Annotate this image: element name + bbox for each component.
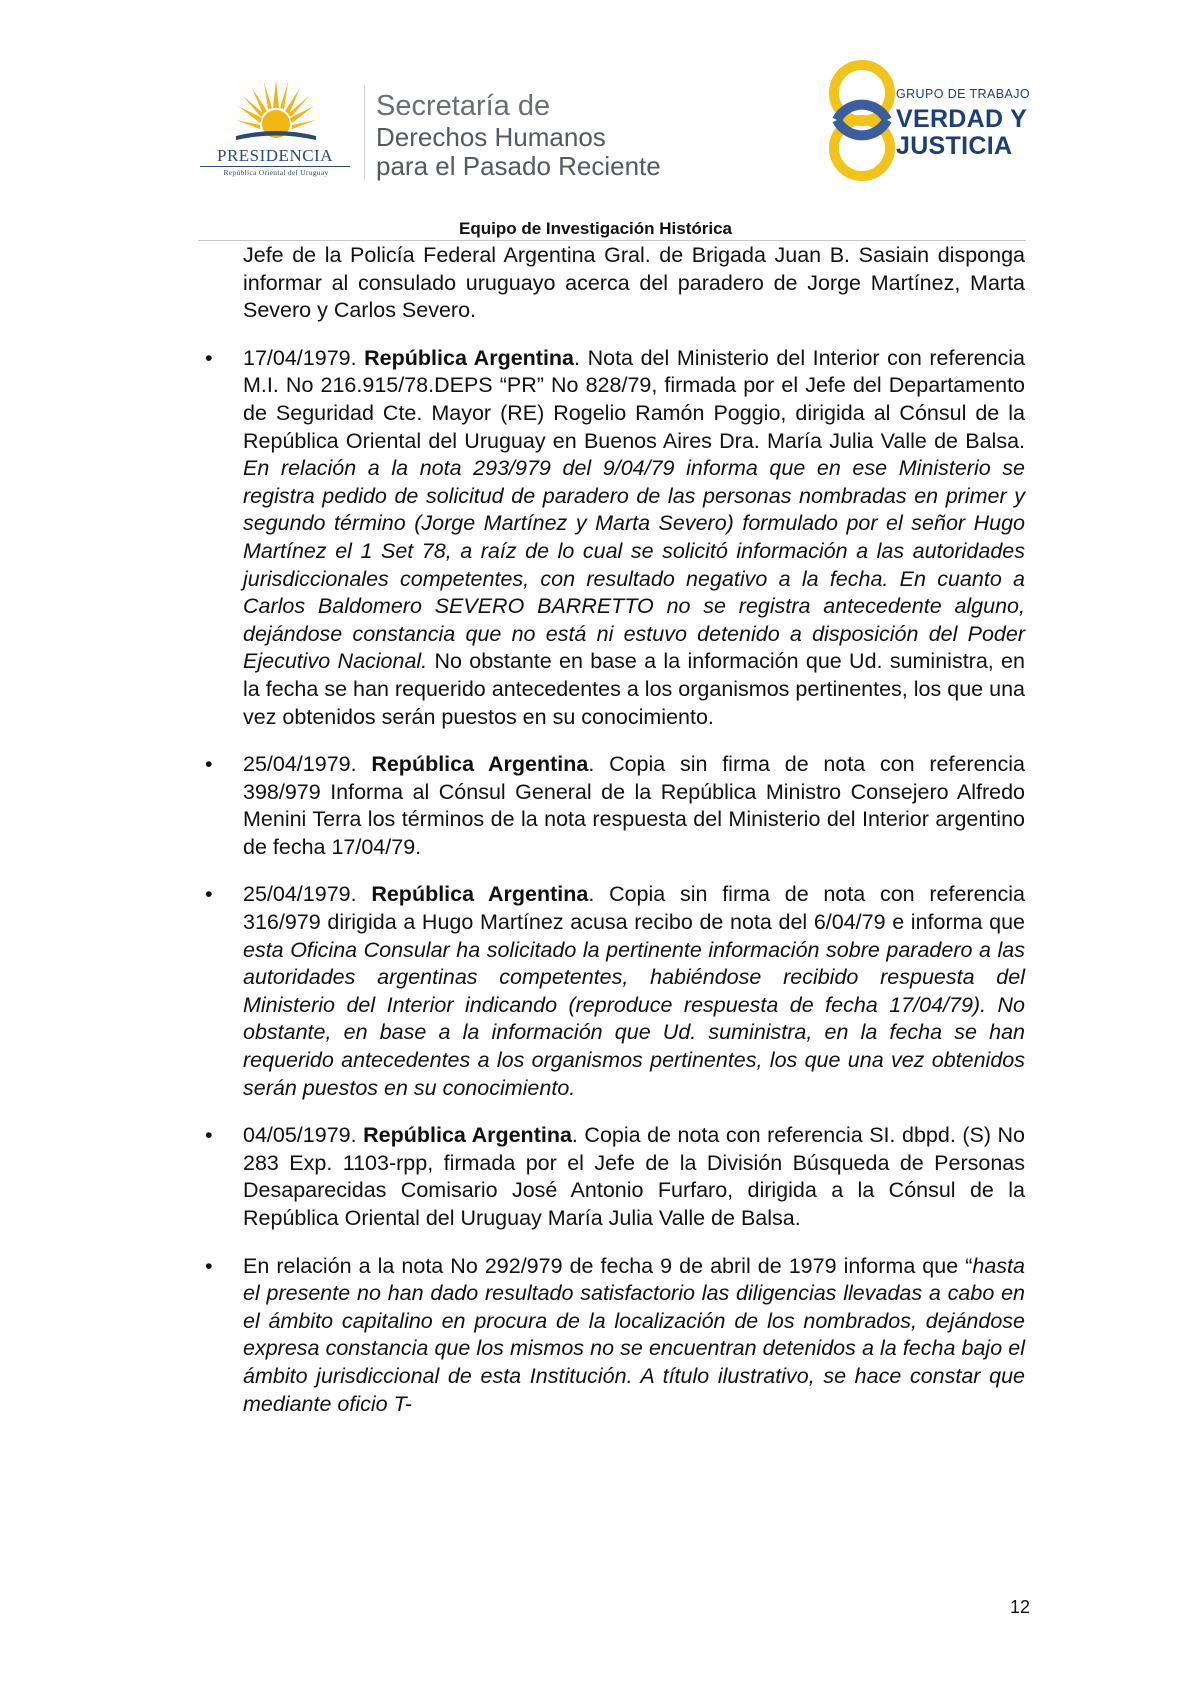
list-item-1 [205,345,1025,731]
presidencia-logo [196,78,356,183]
page-number: 12 [1009,1597,1030,1617]
date: 17/04/1979. [243,345,365,370]
intro-paragraph: Jefe de la Policía Federal Argentina Gral. de Brigada Juan B. Sasiain disponga informar al consulado uruguayo acerca del paradero de Jorge Martínez, Marta Severo y Carlos Severo. [243,243,1025,323]
country: República Argentina [371,882,589,907]
country: República Argentina [364,345,575,370]
date: 04/05/1979. [243,1123,364,1148]
grupo-label: GRUPO DE TRABAJO [896,87,1030,101]
item-text: . Copia sin firma de nota con referencia 316/979 dirigida a Hugo Martínez acusa recibo de nota del 6/04/79 e informa que [243,882,1025,935]
secretaria-logo-text [376,90,661,182]
justicia-label: JUSTICIA [896,131,1013,160]
verdad-label: VERDAD Y [896,104,1028,133]
country: República Argentina [363,1123,572,1148]
bullet: • [205,882,213,907]
document-body [205,242,1025,1418]
date: 25/04/1979. [243,752,372,777]
list-item-2 [205,751,1025,861]
secretaria-line-3: para el Pasado Reciente [376,151,661,182]
list-item-4 [205,1122,1025,1232]
secretaria-line-1: Secretaría de [376,90,551,122]
secretaria-line-2: Derechos Humanos [376,121,606,152]
bullet: • [205,1123,213,1148]
quoted-text: esta Oficina Consular ha solicitado la pertinente información sobre paradero a las autoridades argentinas competentes, habiéndose recibido respuesta del Ministerio del Interior indicando (reproduce respuesta de fecha 17/04/79). No obstante, en base a la información que Ud. suministra, en la fecha se han requerido antecedentes a los organismos pertinentes, los que una vez obtenidos serán puestos en su conocimiento. [243,937,1025,1100]
item-text: . Nota del Ministerio del Interior con referencia M.I. No 216.915/78.DEPS “PR” No 828/79, firmada por el Jefe del Departamento de Seguridad Cte. Mayor (RE) Rogelio Ramón Poggio, dirigida al Cónsul de la República Oriental del Uruguay en Buenos Aires Dra. María Julia Valle de Balsa. [243,345,1025,453]
bullet: • [205,1253,213,1278]
logo-divider [364,85,365,180]
presidencia-subtitle: República Oriental del Uruguay [223,168,329,177]
item-tail: No obstante en base a la información que Ud. suministra, en la fecha se han requerido antecedentes a los organismos pertinentes, los que una vez obtenidos serán puestos en su conocimiento. [243,649,1025,729]
presidencia-text: PRESIDENCIA [216,146,333,165]
quoted-text: En relación a la nota 293/979 del 9/04/79 informa que en ese Ministerio se registra pedido de solicitud de paradero de las personas nombradas en primer y segundo término (Jorge Martínez y Marta Severo) formulado por el señor Hugo Martínez el 1 Set 78, a raíz de lo cual se solicitó información a las autoridades jurisdiccionales competentes, con resultado negativo a la fecha. En cuanto a Carlos Baldomero SEVERO BARRETTO no se registra antecedente alguno, dejándose constancia que no está ni estuvo detenido a disposición del Poder Ejecutivo Nacional. [243,456,1025,674]
bullet: • [205,345,213,370]
item-text: . Copia sin firma de nota con referencia 398/979 Informa al Cónsul General de la República Ministro Consejero Alfredo Menini Terra los términos de la nota respuesta del Ministerio del Interior argentino de fecha 17/04/79. [243,752,1025,859]
presidencia-rule [200,166,350,167]
list-item-4-text [243,1122,1025,1232]
item-text: . Copia de nota con referencia SI. dbpd. (S) No 283 Exp. 1103-rpp, firmada por el Jefe de la División Búsqueda de Personas Desaparecidas Comisario José Antonio Furfaro, dirigida a la Cónsul de la República Oriental del Uruguay María Julia Valle de Balsa. [243,1123,1025,1230]
list-item-3 [205,881,1025,1102]
team-heading: Equipo de Investigación Histórica [459,219,732,238]
list-item-5 [205,1253,1025,1419]
date: 25/04/1979. [243,882,372,907]
list-item-2-text [243,751,1025,861]
item-text: En relación a la nota No 292/979 de fecha 9 de abril de 1979 informa que “ [243,1253,973,1278]
verdad-justicia-text [896,88,1030,159]
page-header [0,0,1191,245]
header-rule [198,240,1026,241]
list-item-5-text [243,1253,1025,1419]
list-item-3-text [243,881,1025,1102]
list-item-1-text [243,345,1025,731]
bullet: • [205,752,213,777]
country: República Argentina [371,752,589,777]
sun-icon [236,78,316,146]
quoted-text: hasta el presente no han dado resultado satisfactorio las diligencias llevadas a cabo en el ámbito capitalino en procura de la localización de los nombrados, dejándose expresa constancia que los mismos no se encuentran detenidos a la fecha bajo el ámbito jurisdiccional de esta Institución. A título ilustrativo, se hace constar que mediante oficio T- [243,1253,1025,1416]
